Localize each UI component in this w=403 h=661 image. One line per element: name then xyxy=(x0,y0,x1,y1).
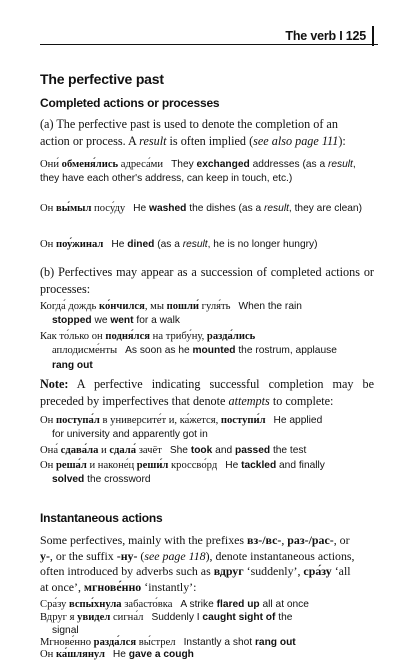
ex-ru: кроссво́рд xyxy=(168,460,218,471)
ex-en: the dishes xyxy=(186,203,236,214)
ex-en: the rostrum, applause xyxy=(235,345,337,357)
ex-en-bold: solved xyxy=(52,474,85,486)
example-b2 xyxy=(40,330,375,373)
ex-en: for a walk xyxy=(133,315,180,327)
ex-ru-bold: увидел xyxy=(77,612,111,623)
ex-ru-bold: реши́л xyxy=(136,460,169,471)
ex-en: , they have each other's address, can keep in touch, etc.) xyxy=(40,159,356,185)
ex-line xyxy=(40,300,375,314)
ex-line xyxy=(40,330,375,344)
para-text: often introduced by adverbs such as xyxy=(40,564,214,579)
ex-en-bold: passed xyxy=(235,445,271,456)
ex-ru: Они́ xyxy=(40,159,62,170)
ex-en: He xyxy=(111,239,128,250)
ex-ru-bold: сдава́ла xyxy=(60,445,99,456)
ex-line xyxy=(40,612,375,625)
ex-ru: и наконе́ц xyxy=(86,460,137,471)
para-text: Some perfectives, mainly with the prefixes xyxy=(40,533,248,547)
ex-ru: Как то́лько он xyxy=(40,331,106,342)
instantaneous-paragraph xyxy=(40,533,374,595)
ex-ru: Она́ xyxy=(40,445,61,456)
ex-ru: и xyxy=(98,445,110,456)
ex-ru: адреса́ми xyxy=(118,159,164,170)
para-line xyxy=(40,580,374,596)
ex-ru: забасто́вка xyxy=(121,599,173,610)
ex-en: A strike xyxy=(180,599,217,610)
ex-ru-bold: разда́лся xyxy=(93,637,137,648)
ex-ru: вы́стрел xyxy=(136,637,176,648)
ex-ru-bold: вы́мыл xyxy=(55,203,92,214)
ex-en-bold: caught sight of xyxy=(202,612,276,623)
para-bold: у- xyxy=(40,548,50,563)
ex-en-bold: gave a cough xyxy=(128,649,194,660)
example-i2 xyxy=(40,612,375,637)
para-bold: раз-/рас- xyxy=(287,533,334,547)
ex-ru-bold: сдала́ xyxy=(109,445,137,456)
ex-en: Instantly a shot xyxy=(183,637,255,648)
para-text: , xyxy=(281,533,288,547)
note-label: Note: xyxy=(40,377,69,391)
ex-line xyxy=(40,625,375,638)
ex-en-bold: went xyxy=(110,315,134,327)
ex-ru: посу́ду xyxy=(91,203,126,214)
ex-ru: , мы xyxy=(144,301,167,312)
ex-line xyxy=(40,459,375,473)
para-line xyxy=(40,533,374,549)
ex-ru-bold: поступи́л xyxy=(220,415,266,426)
ex-en-bold: stopped xyxy=(52,315,92,327)
ex-ru: в университе́т и, ка́жется, xyxy=(99,415,221,426)
ex-ru: Когда́ дождь xyxy=(40,301,100,312)
ex-en-italic: result xyxy=(264,203,289,214)
example-note3 xyxy=(40,459,375,488)
ex-en: we xyxy=(91,315,111,327)
example-a2 xyxy=(40,202,375,216)
ex-line xyxy=(40,314,375,328)
para-text: ‘all xyxy=(331,564,351,579)
ex-en: for university and apparently got in xyxy=(52,429,208,441)
ex-ru: Он xyxy=(40,203,56,214)
example-b1 xyxy=(40,300,375,329)
ex-line xyxy=(40,344,375,358)
ex-ru-bold: поу́жинал xyxy=(55,239,104,250)
para-a-see-also: see also page 111 xyxy=(253,133,339,148)
example-i4 xyxy=(40,649,375,661)
ex-ru: Он xyxy=(40,649,56,660)
ex-ru-bold: разда́лись xyxy=(206,331,256,342)
para-text: ‘instantly’: xyxy=(141,579,197,594)
para-text: ‘suddenly’, xyxy=(243,564,304,579)
ex-en: , they are clean) xyxy=(288,203,362,214)
example-i1 xyxy=(40,598,375,612)
ex-en-bold: tackled xyxy=(241,460,277,471)
ex-en: He xyxy=(112,649,129,660)
para-bold: вдруг xyxy=(213,564,244,579)
ex-ru-bold: пошли́ xyxy=(166,301,200,312)
ex-ru-bold: реша́л xyxy=(55,460,87,471)
ex-en: He xyxy=(225,460,242,471)
note-text: A perfective indicating successful completion may be preceded by imperfectives that denote xyxy=(40,377,374,408)
para-text: ( xyxy=(137,548,145,563)
ex-en: and xyxy=(212,445,235,456)
para-bold: мгнове́нно xyxy=(83,579,142,594)
para-line xyxy=(40,564,374,580)
ex-line xyxy=(40,473,375,487)
ex-ru-bold: подня́лся xyxy=(105,331,151,342)
para-bold: вз-/вс- xyxy=(247,533,282,547)
ex-en: addresses xyxy=(249,159,300,170)
para-italic: see page 118 xyxy=(144,548,206,563)
ex-en-bold: rang out xyxy=(254,637,296,648)
ex-en: (as a xyxy=(299,159,328,170)
header-bar xyxy=(372,26,374,46)
ex-en: They xyxy=(171,159,197,170)
ex-ru-bold: поступа́л xyxy=(55,415,100,426)
ex-en: signal xyxy=(52,624,79,636)
para-a-text2: is often implied ( xyxy=(166,133,254,148)
ex-line xyxy=(40,359,375,373)
para-a-line1: (a) The perfective past is used to denote the completion of an xyxy=(40,117,338,131)
ex-ru-bold: обменя́лись xyxy=(61,159,119,170)
para-text: at once’, xyxy=(40,579,84,594)
para-a-text: action or process. A xyxy=(40,133,140,148)
ex-en-bold: took xyxy=(190,445,213,456)
ex-en: the xyxy=(275,612,293,623)
note-italic: attempts xyxy=(228,393,270,408)
para-a-line2 xyxy=(40,133,374,150)
ex-ru-bold: ка́шлянул xyxy=(55,649,105,660)
example-note1 xyxy=(40,414,375,443)
example-note2 xyxy=(40,444,375,458)
ex-ru-bold: вспы́хнула xyxy=(68,599,122,610)
ex-line xyxy=(40,414,375,428)
ex-ru: Сра́зу xyxy=(40,599,69,610)
para-a-result: result xyxy=(139,133,167,148)
ex-en: When the rain xyxy=(238,301,302,312)
example-i3 xyxy=(40,637,375,649)
ex-ru: Вдруг я xyxy=(40,612,78,623)
ex-en: , he is no longer hungry) xyxy=(207,239,318,250)
ex-en: the test xyxy=(270,445,307,456)
ex-en: all at once xyxy=(259,599,309,610)
para-bold: сра́зу xyxy=(303,564,332,579)
para-a-text3: ): xyxy=(338,133,346,148)
ex-ru: зачёт xyxy=(136,445,162,456)
para-line xyxy=(40,549,374,565)
note-text: to complete: xyxy=(269,393,334,408)
header-rule xyxy=(40,44,378,45)
para-text: , or the suffix xyxy=(49,548,117,563)
ex-ru: аплодисме́нты xyxy=(52,345,118,357)
ex-en-italic: result xyxy=(327,159,353,170)
ex-en-bold: flared up xyxy=(216,599,260,610)
subheading-completed: Completed actions or processes xyxy=(40,96,220,110)
ex-en: the crossword xyxy=(84,474,151,486)
ex-ru-bold: ко́нчился xyxy=(99,301,145,312)
para-text: ), denote instantaneous actions, xyxy=(205,548,355,563)
paragraph-a xyxy=(40,116,374,149)
ex-en-bold: rang out xyxy=(52,359,93,371)
ex-ru: Мгнове́нно xyxy=(40,637,94,648)
ex-en: He xyxy=(133,203,150,214)
note-paragraph xyxy=(40,376,374,409)
ex-en: Suddenly I xyxy=(151,612,203,623)
header-text: The verb I 125 xyxy=(285,29,366,43)
ex-en-italic: result xyxy=(182,239,208,250)
ex-ru: гуля́ть xyxy=(199,301,231,312)
ex-en: She xyxy=(169,445,191,456)
example-a1 xyxy=(40,158,375,187)
ex-en-bold: washed xyxy=(149,203,187,214)
ex-ru: сигна́л xyxy=(110,612,144,623)
ex-en-bold: dined xyxy=(127,239,155,250)
ex-en: (as a xyxy=(235,203,264,214)
ex-ru: на трибу́ну, xyxy=(150,331,207,342)
ex-en: As soon as he xyxy=(125,345,193,357)
ex-en: He applied xyxy=(273,415,323,426)
ex-line xyxy=(40,428,375,442)
ex-en: and finally xyxy=(276,460,325,471)
para-text: , or xyxy=(333,533,350,547)
ex-ru: Он xyxy=(40,415,56,426)
example-a3 xyxy=(40,238,375,252)
ex-ru: Он xyxy=(40,460,56,471)
paragraph-b: (b) Perfectives may appear as a succession of completed actions or processes: xyxy=(40,265,374,296)
ex-en: (as a xyxy=(154,239,183,250)
ex-en-bold: exchanged xyxy=(196,159,250,170)
section-heading: The perfective past xyxy=(40,71,164,87)
para-bold: -ну- xyxy=(116,548,138,563)
ex-ru: Он xyxy=(40,239,56,250)
ex-en-bold: mounted xyxy=(192,345,236,357)
subheading-instantaneous: Instantaneous actions xyxy=(40,511,163,525)
